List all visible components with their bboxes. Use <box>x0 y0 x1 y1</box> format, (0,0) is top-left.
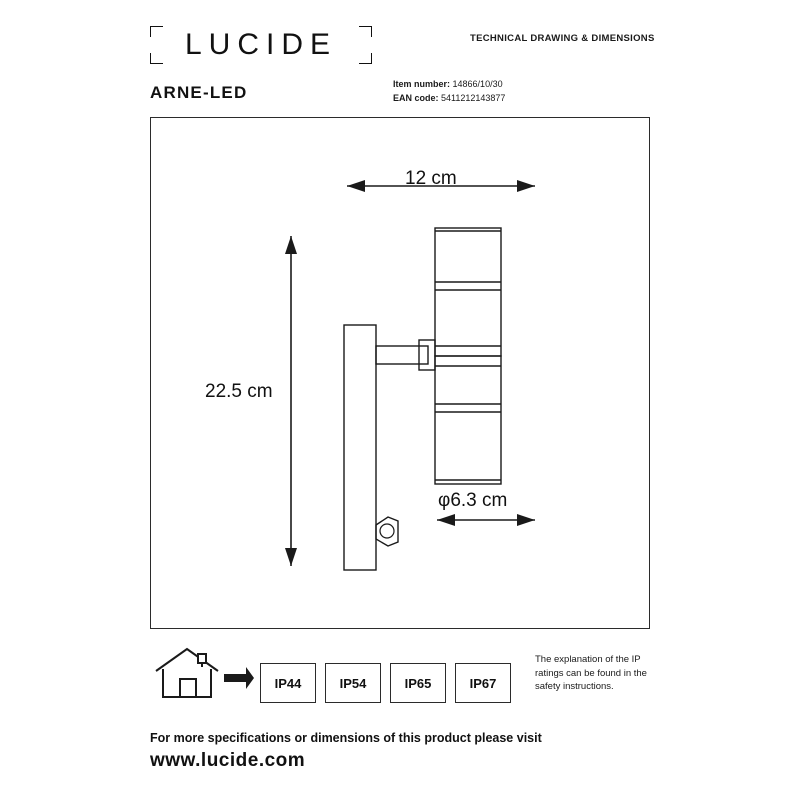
lucide-logo <box>150 26 372 64</box>
footer-text: For more specifications or dimensions of this product please visit <box>150 731 542 745</box>
ip-rating-ip44: IP44 <box>260 663 316 703</box>
house-icon <box>150 645 224 703</box>
diameter-dimension-label: φ6.3 cm <box>438 490 508 511</box>
page-title: ARNE-LED <box>150 83 248 102</box>
ean-code <box>393 93 505 103</box>
logo-text: LUCIDE <box>184 28 338 61</box>
footer-url[interactable]: www.lucide.com <box>150 750 306 771</box>
item-number-label: Item number: <box>393 79 451 89</box>
technical-drawing-svg <box>151 118 649 628</box>
technical-drawing-frame <box>150 117 650 629</box>
ean-code-value: 5411212143877 <box>441 93 506 103</box>
ip-rating-ip67: IP67 <box>455 663 511 703</box>
technical-drawing-label: TECHNICAL DRAWING & DIMENSIONS <box>470 33 655 44</box>
ip-rating-note: The explanation of the IP ratings can be found in the safety instructions. <box>535 654 647 692</box>
item-number <box>393 79 503 89</box>
width-dimension-label: 12 cm <box>405 168 457 189</box>
ip-rating-ip65: IP65 <box>390 663 446 703</box>
item-number-value: 14866/10/30 <box>452 79 503 89</box>
ean-code-label: EAN code: <box>393 93 439 103</box>
ip-rating-ip54: IP54 <box>325 663 381 703</box>
height-dimension-label: 22.5 cm <box>205 381 273 402</box>
